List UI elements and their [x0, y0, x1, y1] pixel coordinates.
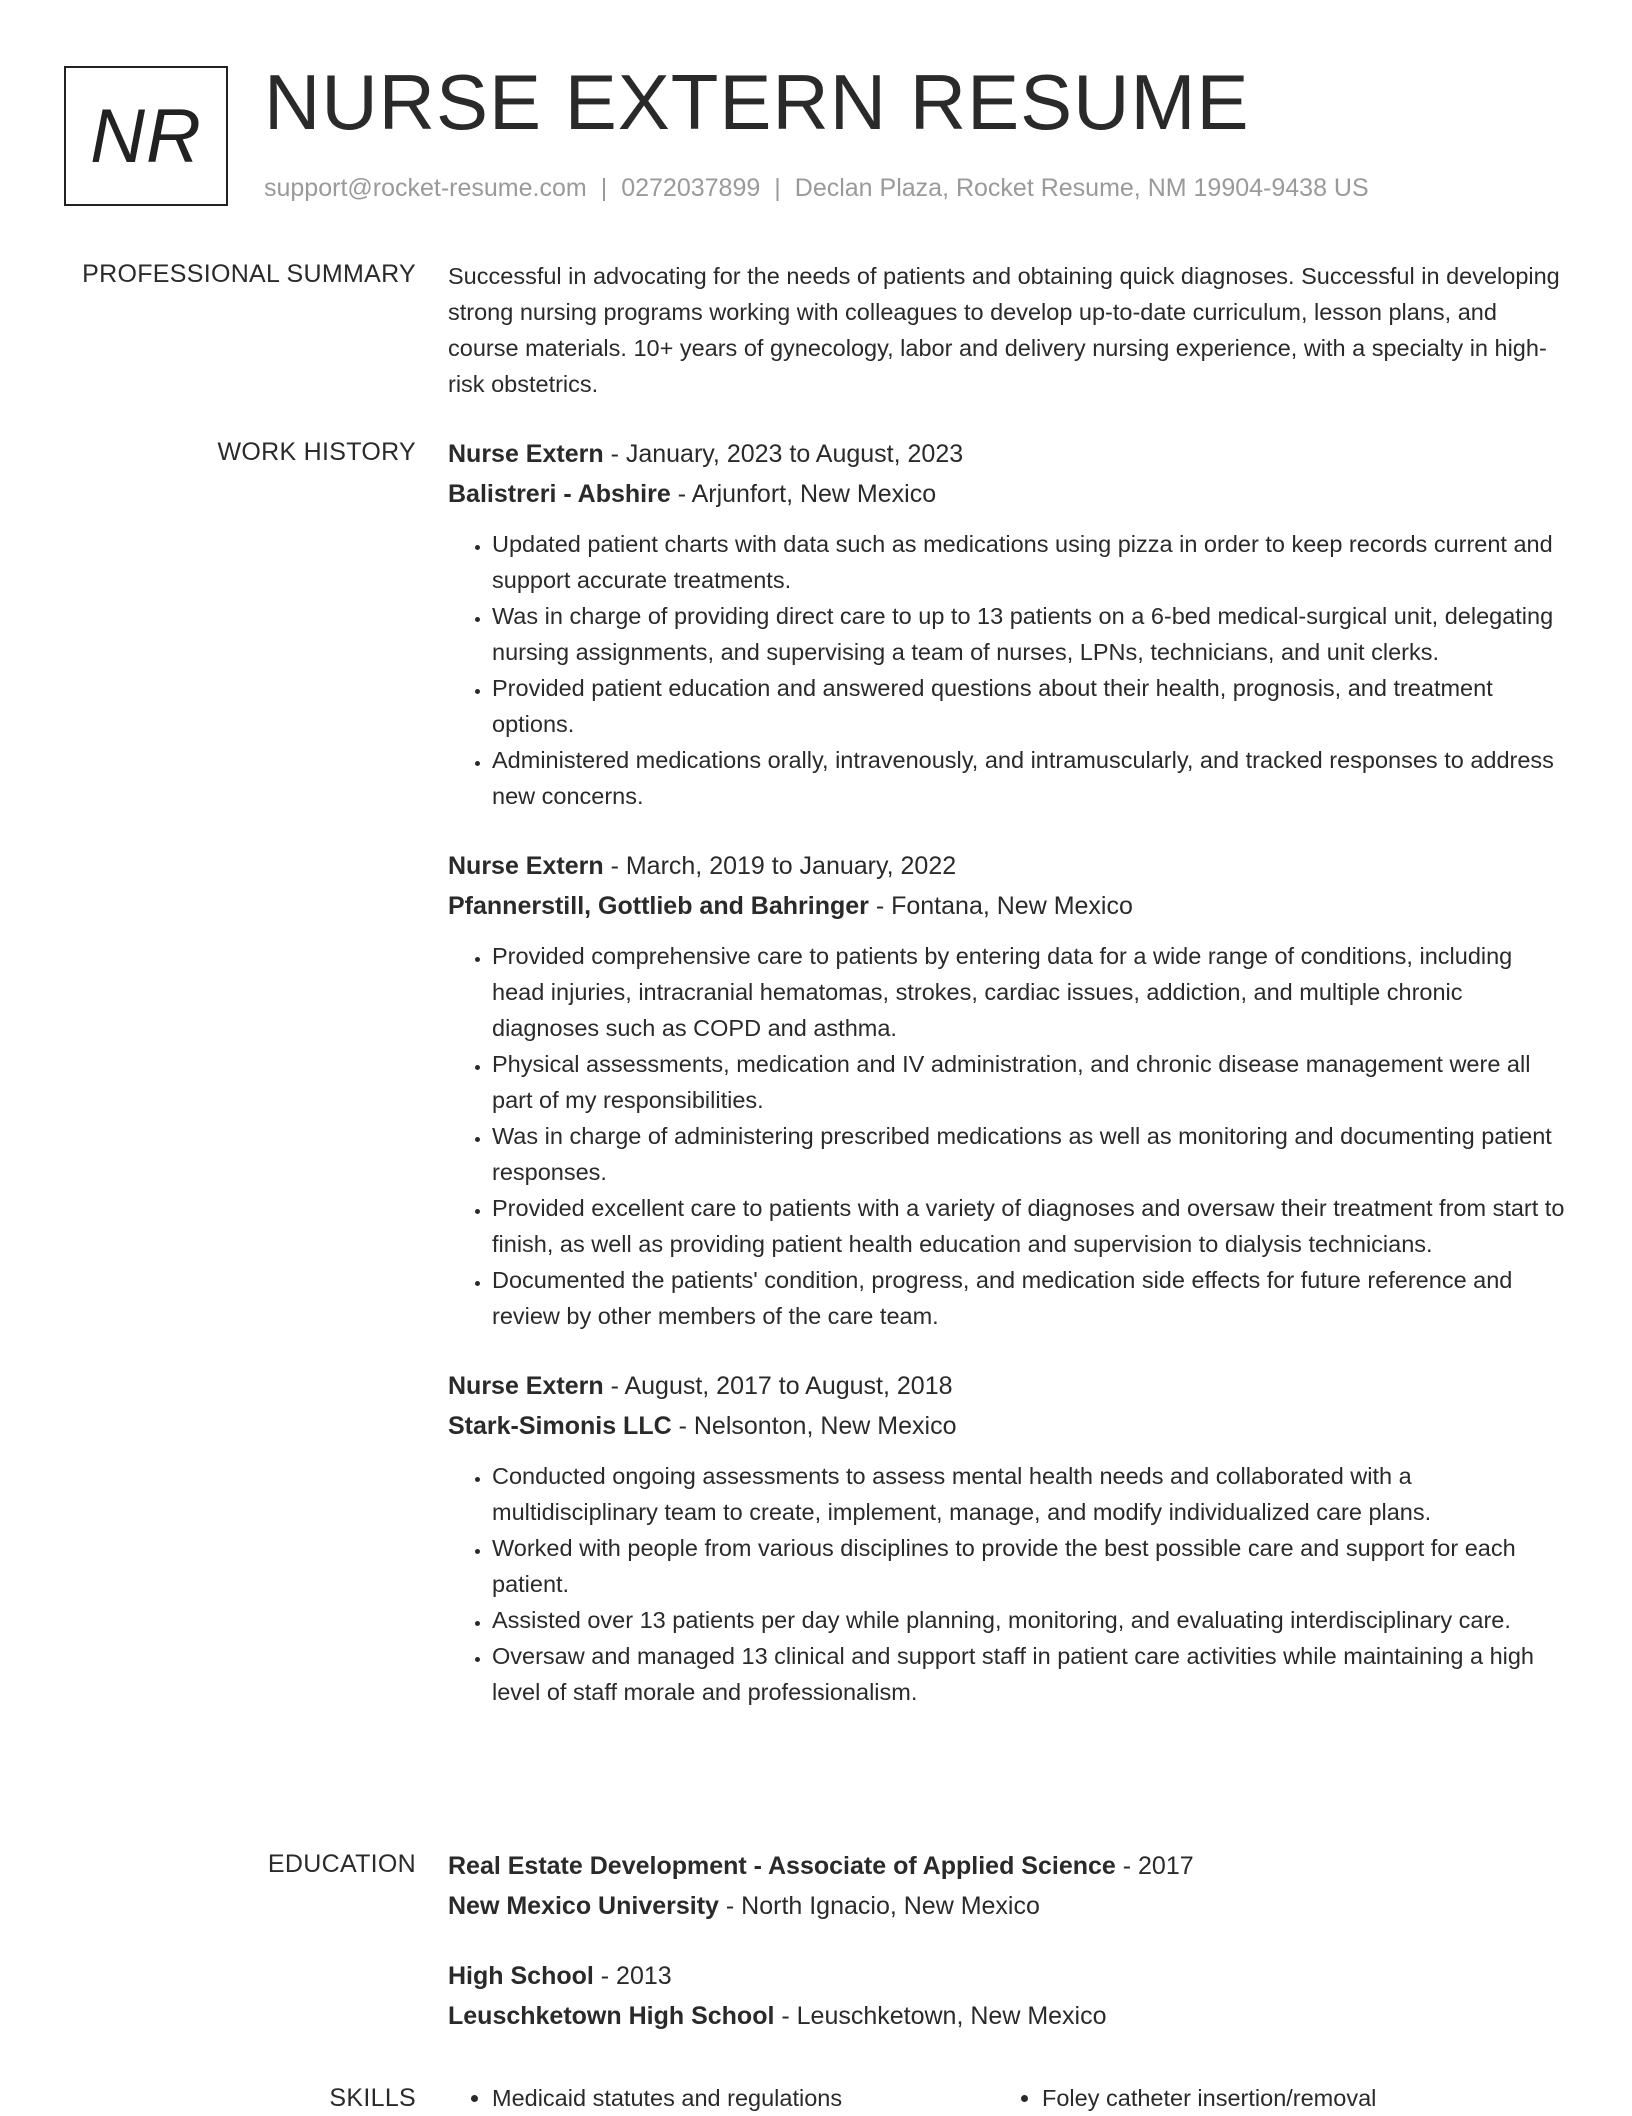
job-title-line: [448, 846, 1568, 886]
summary-body: [448, 258, 1568, 402]
degree: Real Estate Development - Associate of Applied Science: [448, 1852, 1116, 1880]
job-company: Stark-Simonis LLC: [448, 1412, 672, 1440]
job-location: - Fontana, New Mexico: [868, 892, 1133, 920]
summary-text: Successful in advocating for the needs of patients and obtaining quick diagnoses. Successful in developing strong nursing programs working with colleagues to develop up-to-date curriculum, lesson plans, and course materials. 10+ years of gynecology, labor and delivery nursing experience, with a specialty in high-risk obstetrics.: [448, 263, 1560, 397]
separator: |: [600, 174, 608, 202]
list-item: • Worked with people from various disciplines to provide the best possible care and support for each patient.: [492, 1530, 1568, 1602]
job-company-line: [448, 1406, 1568, 1446]
school-line: [448, 1996, 1568, 2036]
job-bullets: [448, 938, 1568, 1334]
job-role: Nurse Extern: [448, 1372, 604, 1400]
school: Leuschketown High School: [448, 2002, 775, 2030]
list-item: • Administered medications orally, intravenously, and intramuscularly, and tracked responses to address new concerns.: [492, 742, 1568, 814]
job-company-line: [448, 474, 1568, 514]
job-entry: [448, 1366, 1568, 1710]
list-item: • Provided comprehensive care to patients by entering data for a wide range of conditions, including head injuries, intracranial hematomas, strokes, cardiac issues, addiction, and multiple chronic diagnoses such as COPD and asthma.: [492, 938, 1568, 1046]
skills-list-right: [998, 2080, 1548, 2116]
degree: High School: [448, 1962, 594, 1990]
job-dates: - January, 2023 to August, 2023: [603, 440, 964, 468]
school: New Mexico University: [448, 1892, 719, 1920]
contact-line: [264, 174, 1369, 203]
school-location: - North Ignacio, New Mexico: [718, 1892, 1040, 1920]
job-location: - Nelsonton, New Mexico: [671, 1412, 957, 1440]
skills-list-left: [448, 2080, 998, 2116]
section-title-education: EDUCATION: [267, 1850, 416, 1878]
list-item: • Medicaid statutes and regulations: [492, 2080, 998, 2116]
degree-year: - 2017: [1115, 1852, 1194, 1880]
section-title-summary: PROFESSIONAL SUMMARY: [82, 260, 416, 288]
education-entry: [448, 1956, 1568, 2036]
job-role: Nurse Extern: [448, 440, 604, 468]
work-history-body: [448, 434, 1568, 1710]
list-item: • Was in charge of providing direct care to up to 13 patients on a 6-bed medical-surgical unit, delegating nursing assignments, and supervising a team of nurses, LPNs, technicians, and unit clerks.: [492, 598, 1568, 670]
phone-number: 0272037899: [621, 174, 761, 202]
list-item: • Provided patient education and answered questions about their health, prognosis, and treatment options.: [492, 670, 1568, 742]
resume-title: NURSE EXTERN RESUME: [264, 58, 1250, 146]
list-item: • Assisted over 13 patients per day while planning, monitoring, and evaluating interdisciplinary care.: [492, 1602, 1568, 1638]
job-title-line: [448, 434, 1568, 474]
job-location: - Arjunfort, New Mexico: [670, 480, 937, 508]
job-bullets: [448, 526, 1568, 814]
education-entry: [448, 1846, 1568, 1926]
list-item: • Foley catheter insertion/removal: [1042, 2080, 1548, 2116]
section-title-skills: SKILLS: [329, 2084, 416, 2112]
list-item: • Provided excellent care to patients with a variety of diagnoses and oversaw their treatment from start to finish, as well as providing patient health education and supervision to dialysis technicians.: [492, 1190, 1568, 1262]
school-line: [448, 1886, 1568, 1926]
job-entry: [448, 846, 1568, 1334]
separator: |: [774, 174, 781, 202]
job-company: Balistreri - Abshire: [448, 480, 671, 508]
address: Declan Plaza, Rocket Resume, NM 19904-9438 US: [794, 174, 1369, 202]
job-company: Pfannerstill, Gottlieb and Bahringer: [448, 892, 869, 920]
job-dates: - March, 2019 to January, 2022: [603, 852, 957, 880]
email-link[interactable]: support@rocket-resume.com: [264, 174, 587, 202]
list-item: • Physical assessments, medication and IV administration, and chronic disease management were all part of my responsibilities.: [492, 1046, 1568, 1118]
list-item: • Was in charge of administering prescribed medications as well as monitoring and documenting patient responses.: [492, 1118, 1568, 1190]
list-item: • Conducted ongoing assessments to assess mental health needs and collaborated with a multidisciplinary team to create, implement, manage, and modify individualized care plans.: [492, 1458, 1568, 1530]
initials: NR: [90, 93, 202, 179]
school-location: - Leuschketown, New Mexico: [774, 2002, 1107, 2030]
list-item: • Updated patient charts with data such as medications using pizza in order to keep records current and support accurate treatments.: [492, 526, 1568, 598]
skills-body: [448, 2080, 1568, 2116]
initials-monogram: [64, 66, 228, 206]
job-company-line: [448, 886, 1568, 926]
education-body: [448, 1846, 1568, 2036]
degree-line: [448, 1846, 1568, 1886]
job-bullets: [448, 1458, 1568, 1710]
list-item: • Documented the patients' condition, progress, and medication side effects for future reference and review by other members of the care team.: [492, 1262, 1568, 1334]
skills-columns: [448, 2080, 1568, 2116]
job-entry: [448, 434, 1568, 814]
section-title-work: WORK HISTORY: [217, 438, 416, 466]
degree-line: [448, 1956, 1568, 1996]
job-title-line: [448, 1366, 1568, 1406]
job-dates: - August, 2017 to August, 2018: [603, 1372, 953, 1400]
list-item: • Oversaw and managed 13 clinical and support staff in patient care activities while maintaining a high level of staff morale and professionalism.: [492, 1638, 1568, 1710]
degree-year: - 2013: [593, 1962, 672, 1990]
job-role: Nurse Extern: [448, 852, 604, 880]
